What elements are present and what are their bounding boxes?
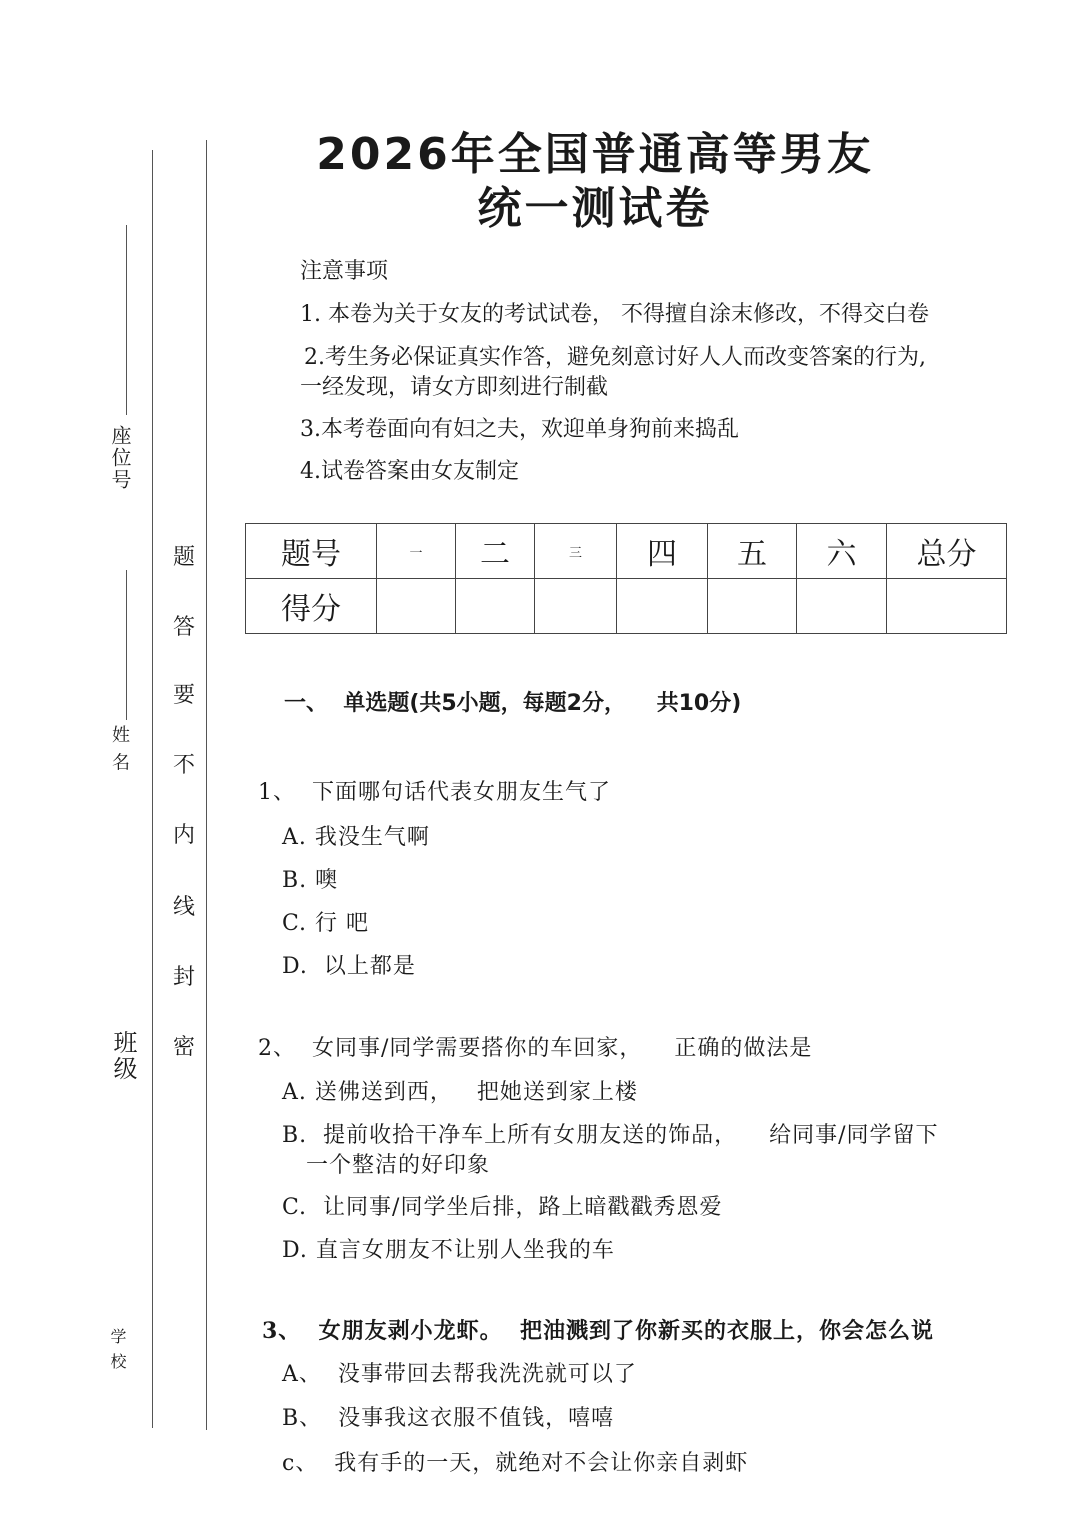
name-label: 姓 名 (109, 725, 130, 773)
exam-title-line1: 2026年全国普通高等男友 (316, 129, 874, 180)
question-stem: 2、 女同事/同学需要搭你的车回家， 正确的做法是 (258, 1036, 813, 1061)
score-header-cell: 题号 (246, 524, 377, 579)
option-b-continued: 一个整洁的好印象 (306, 1153, 491, 1178)
score-table-header-row (246, 524, 1007, 579)
score-header-cell: 六 (797, 524, 887, 579)
score-header-cell: 三 (535, 524, 617, 579)
class-label: 班级 (109, 1030, 137, 1082)
option-d[interactable]: D. 直言女朋友不让别人坐我的车 (282, 1238, 615, 1263)
score-header-cell: 总分 (887, 524, 1007, 579)
outer-margin-line (152, 150, 153, 1428)
notice-item: 1. 本卷为关于女友的考试试卷， 不得擅自涂末修改，不得交白卷 (300, 302, 929, 327)
seal-char: 不 (173, 753, 196, 778)
option-b[interactable]: B. 噢 (282, 868, 339, 893)
seat-fill-line (126, 225, 127, 415)
option-a[interactable]: A. 我没生气啊 (282, 825, 430, 850)
option-c[interactable]: c、 我有手的一天，就绝对不会让你亲自剥虾 (282, 1451, 749, 1476)
option-a[interactable]: A、 没事带回去帮我洗洗就可以了 (282, 1362, 637, 1387)
seat-number-label: 座位号 (108, 425, 132, 491)
score-cell[interactable] (535, 579, 617, 634)
question-stem: 3、 女朋友剥小龙虾。 把油溅到了你新买的衣服上，你会怎么说 (262, 1318, 934, 1344)
option-c[interactable]: C. 行 吧 (282, 911, 370, 936)
score-header-cell: 二 (456, 524, 535, 579)
score-cell[interactable] (617, 579, 708, 634)
seal-char: 内 (173, 823, 196, 848)
seal-char: 线 (173, 895, 196, 920)
seal-char: 封 (173, 965, 196, 990)
notice-heading: 注意事项 (300, 259, 389, 284)
seal-char: 答 (173, 615, 196, 640)
option-b[interactable]: B、 没事我这衣服不值钱，嘻嘻 (282, 1406, 615, 1431)
score-cell[interactable] (887, 579, 1007, 634)
seal-char: 题 (173, 545, 196, 570)
name-fill-line (126, 570, 127, 720)
score-cell[interactable] (708, 579, 797, 634)
school-label: 学 校 (108, 1328, 127, 1372)
score-cell[interactable] (797, 579, 887, 634)
exam-title-line2: 统一测试卷 (477, 183, 713, 234)
score-cell[interactable] (456, 579, 535, 634)
notice-item: 4.试卷答案由女友制定 (300, 459, 519, 484)
score-table-score-row (246, 579, 1007, 634)
score-header-cell: 一 (377, 524, 456, 579)
notice-item: 3.本考卷面向有妇之夫，欢迎单身狗前来捣乱 (300, 417, 739, 442)
score-cell[interactable] (377, 579, 456, 634)
score-header-cell: 四 (617, 524, 708, 579)
seal-char: 要 (173, 683, 196, 708)
score-table (245, 523, 1007, 634)
option-a[interactable]: A. 送佛送到西， 把她送到家上楼 (282, 1080, 638, 1105)
score-header-cell: 五 (708, 524, 797, 579)
question-stem: 1、 下面哪句话代表女朋友生气了 (258, 780, 611, 805)
notice-item: 2.考生务必保证真实作答，避免刻意讨好人人而改变答案的行为, (304, 345, 926, 370)
option-b[interactable]: B. 提前收拾干净车上所有女朋友送的饰品， 给同事/同学留下 (282, 1123, 939, 1148)
option-d[interactable]: D. 以上都是 (282, 954, 416, 979)
seal-char: 密 (173, 1035, 196, 1060)
section-title: 一、 单选题(共5小题，每题2分， 共10分) (284, 691, 742, 716)
inner-margin-line (206, 140, 207, 1430)
score-row-label: 得分 (246, 579, 377, 634)
option-c[interactable]: C. 让同事/同学坐后排，路上暗戳戳秀恩爱 (282, 1195, 723, 1220)
notice-item-continued: 一经发现，请女方即刻进行制截 (300, 375, 609, 400)
